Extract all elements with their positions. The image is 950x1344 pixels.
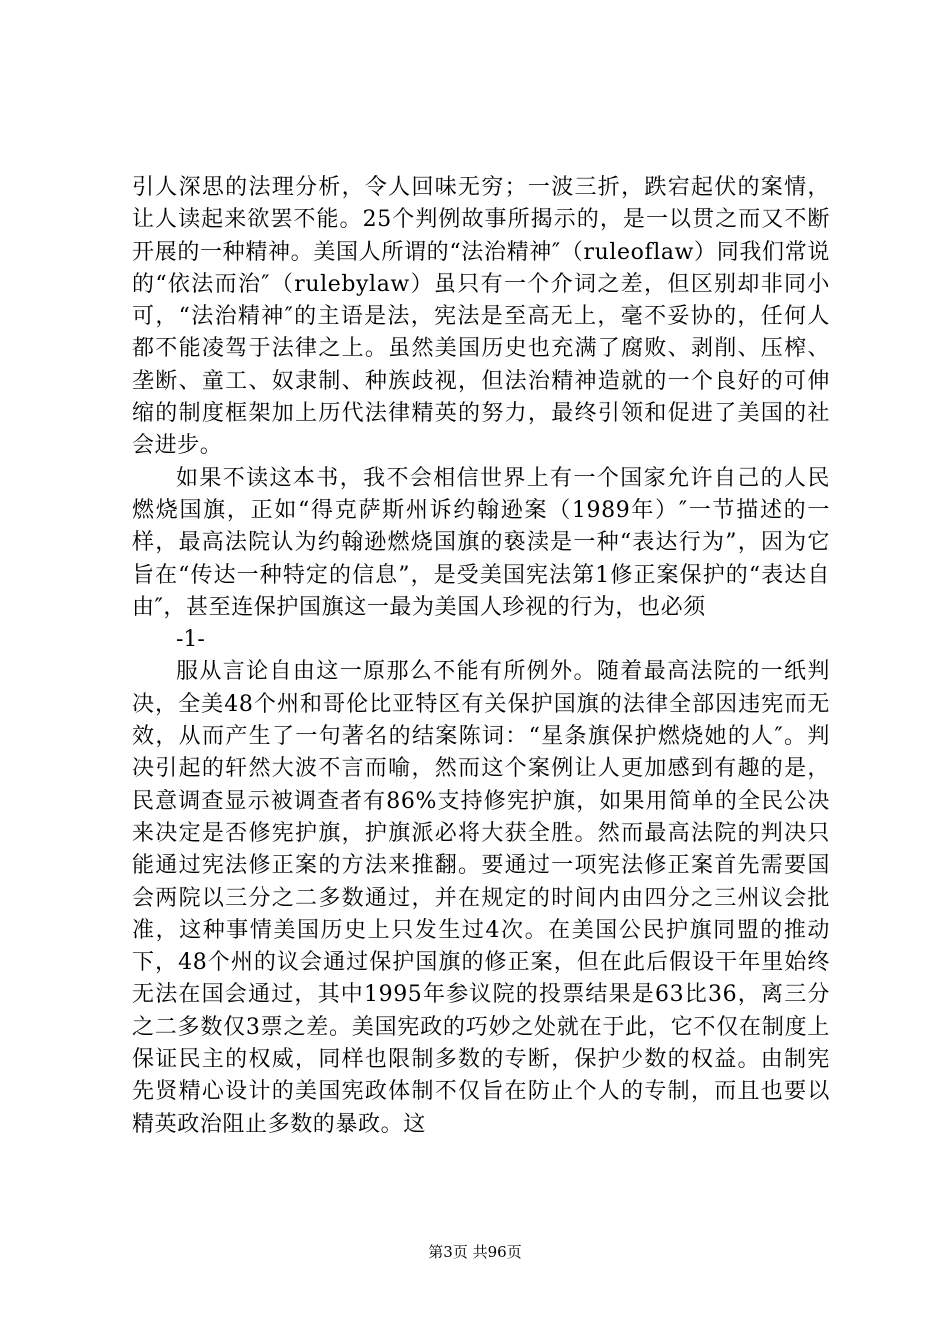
inline-page-marker: -1-	[176, 627, 205, 653]
paragraph-3: 服从言论自由这一原那么不能有所例外。随着最高法院的一纸判决，全美48个州和哥伦比亚特区有关保护国旗的法律全部因违宪而无效，从而产生了一句著名的结案陈词：“星条旗保护燃烧她的人″。判决引起的轩然大波不言而喻，然而这个案例让人更加感到有趣的是，民意调查显示被调查者有86%支持修宪护旗，如果用简单的全民公决来决定是否修宪护旗，护旗派必将大获全胜。然而最高法院的判决只能通过宪法修正案的方法来推翻。要通过一项宪法修正案首先需要国会两院以三分之二多数通过，并在规定的时间内由四分之三州议会批准，这种事情美国历史上只发生过4次。在美国公民护旗同盟的推动下，48个州的议会通过保护国旗的修正案，但在此后假设干年里始终无法在国会通过，其中1995年参议院的投票结果是63比36，离三分之二多数仅3票之差。美国宪政的巧妙之处就在于此，它不仅在制度上保证民主的权威，同样也限制多数的专断，保护少数的权益。由制宪先贤精心设计的美国宪政体制不仅旨在防止个人的专制，而且也要以精英政治阻止多数的暴政。这	[132, 659, 830, 1137]
document-body	[132, 172, 830, 1141]
paragraph-2: 如果不读这本书，我不会相信世界上有一个国家允许自己的人民燃烧国旗，正如“得克萨斯州诉约翰逊案（1989年）″一节描述的一样，最高法院认为约翰逊燃烧国旗的亵渎是一种“表达行为”，因为它旨在“传达一种特定的信息”，是受美国宪法第1修正案保护的“表达自由″，甚至连保护国旗这一最为美国人珍视的行为，也必须	[132, 465, 830, 620]
paragraph-1: 引人深思的法理分析，令人回味无穷；一波三折，跌宕起伏的案情，让人读起来欲罢不能。25个判例故事所揭示的，是一以贯之而又不断开展的一种精神。美国人所谓的“法治精神″（ruleoflaw）同我们常说的“依法而治″（rulebylaw）虽只有一个介词之差，但区别却非同小可，“法治精神″的主语是法，宪法是至高无上，毫不妥协的，任何人都不能凌驾于法律之上。虽然美国历史也充满了腐败、剥削、压榨、垄断、童工、奴隶制、种族歧视，但法治精神造就的一个良好的可伸缩的制度框架加上历代法律精英的努力，最终引领和促进了美国的社会进步。	[132, 175, 830, 459]
page-footer: 第3页 共96页	[428, 1243, 522, 1261]
